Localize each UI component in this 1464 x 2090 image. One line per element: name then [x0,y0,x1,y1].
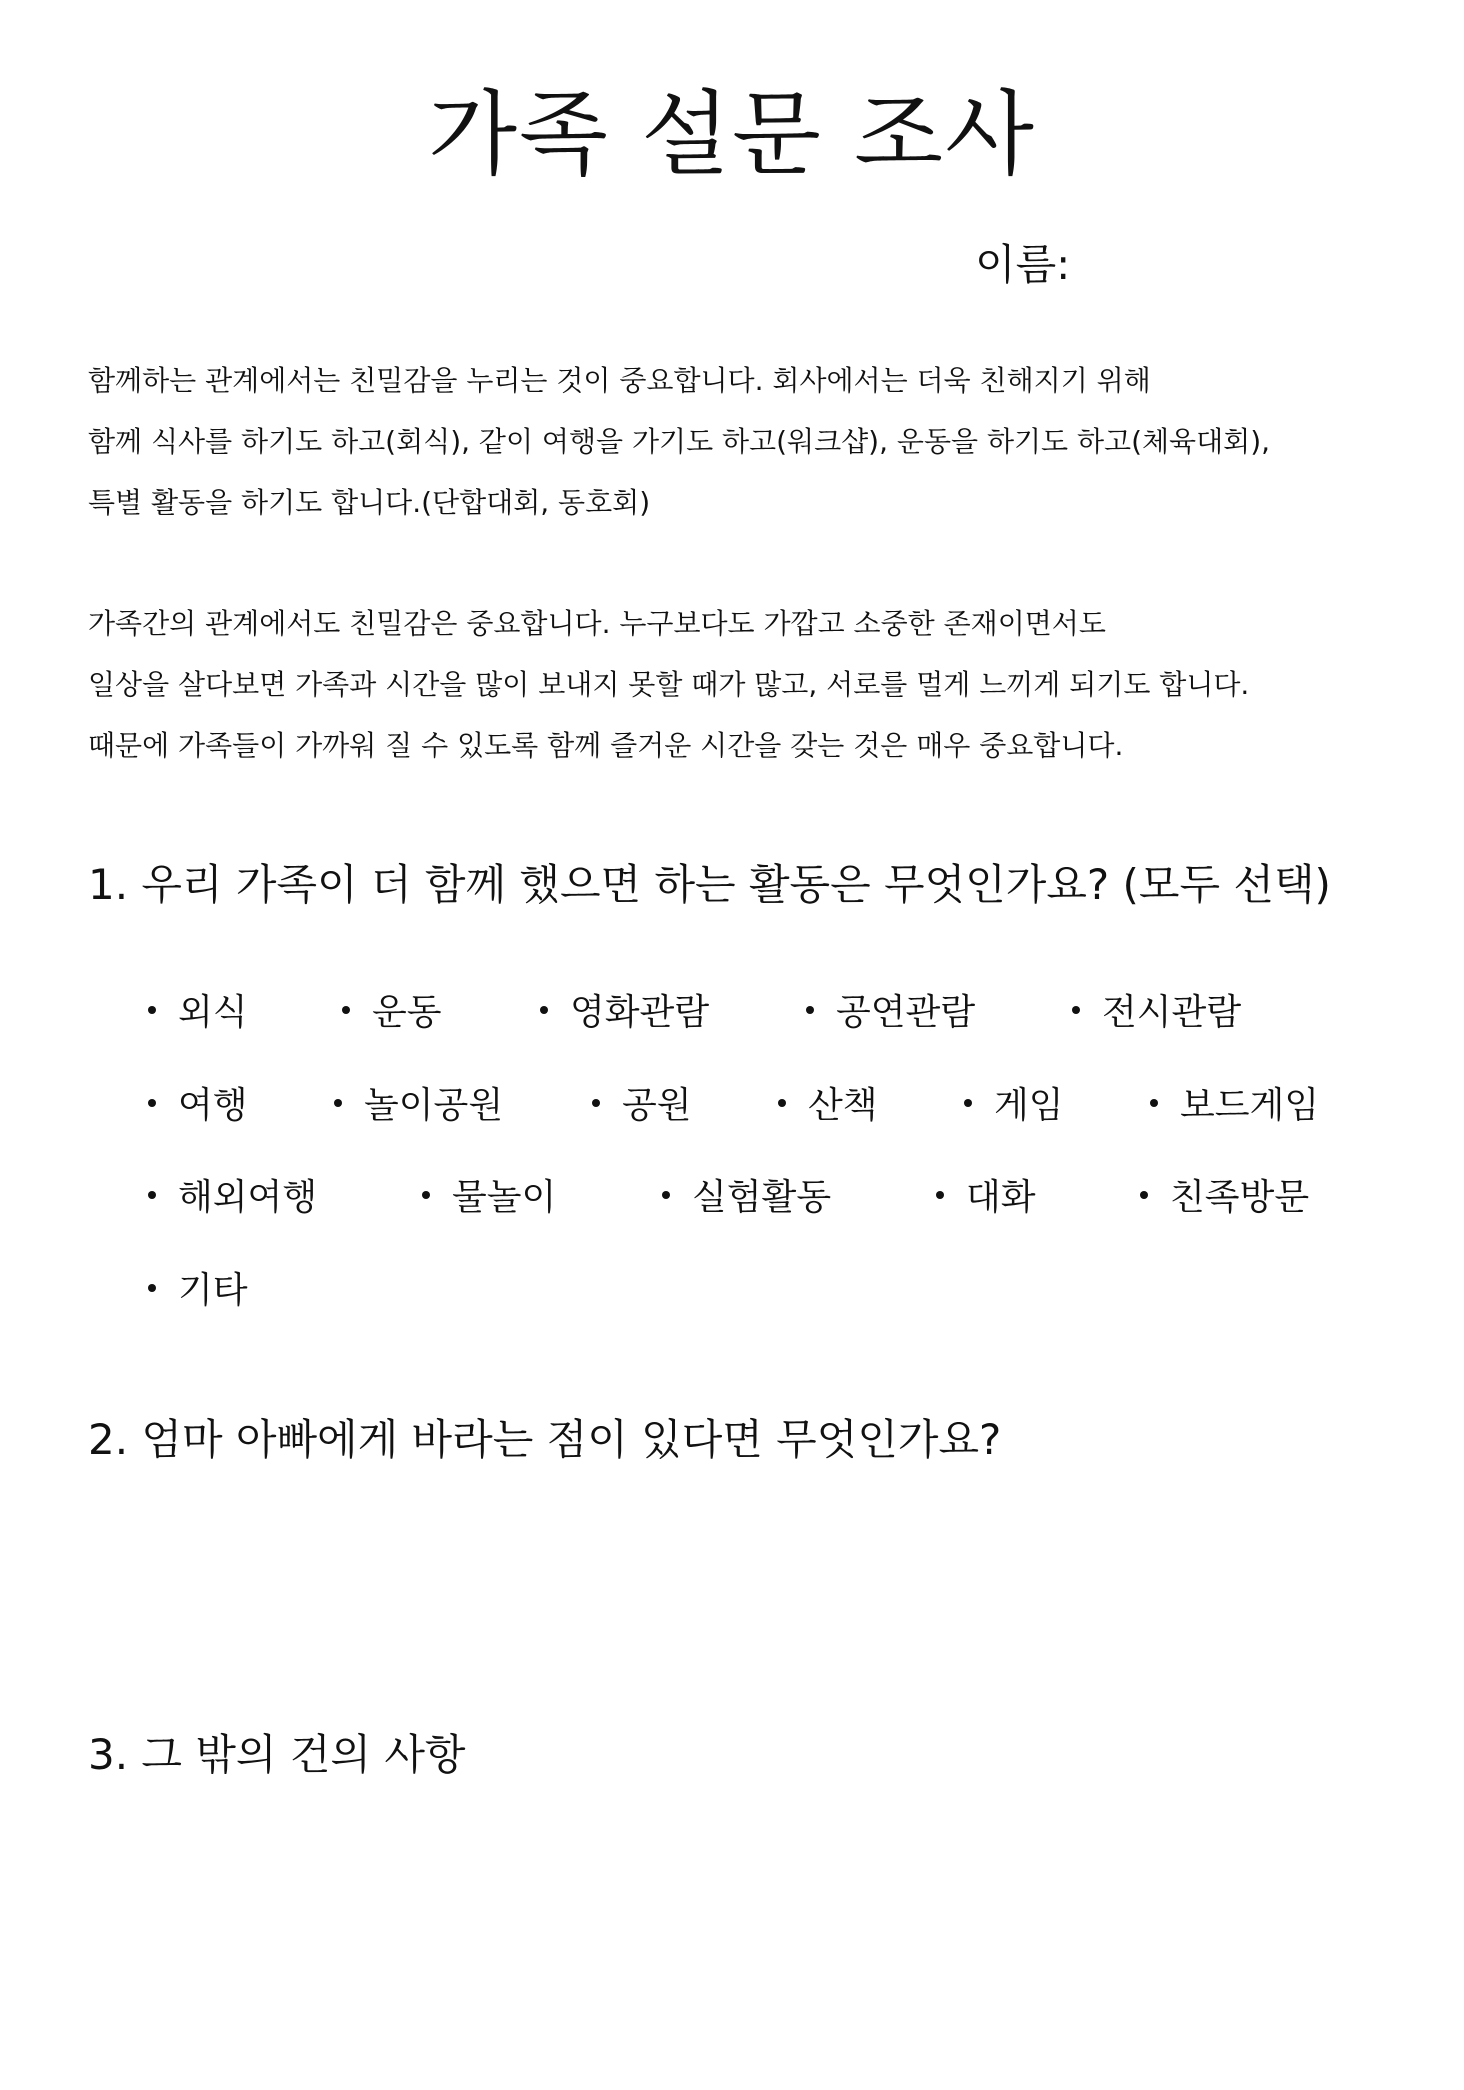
bullet-icon [1150,1099,1158,1107]
option-label: 공연관람 [836,992,976,1033]
intro-paragraph-1 [88,350,1388,533]
intro-paragraph-2 [88,593,1388,776]
option-label: 실험활동 [692,1177,832,1218]
bullet-icon [148,1006,156,1014]
bullet-icon [936,1191,944,1199]
bullet-icon [148,1191,156,1199]
bullet-icon [422,1191,430,1199]
option-item[interactable] [540,992,710,1033]
option-label: 산책 [808,1085,878,1126]
name-label: 이름: [975,240,1071,289]
bullet-icon [334,1099,342,1107]
bullet-icon [964,1099,972,1107]
bullet-icon [148,1099,156,1107]
option-label: 보드게임 [1180,1085,1320,1126]
question-3: 3. 그 밖의 건의 사항 [88,1730,466,1779]
option-item[interactable] [148,1085,248,1126]
bullet-icon [662,1191,670,1199]
option-label: 공원 [622,1085,692,1126]
intro-line: 함께 식사를 하기도 하고(회식), 같이 여행을 가기도 하고(워크샵), 운동을 하기도 하고(체육대회), [88,425,1271,458]
page-title: 가족 설문 조사 [428,81,1036,188]
bullet-icon [342,1006,350,1014]
intro-line: 특별 활동을 하기도 합니다.(단합대회, 동호회) [88,486,651,519]
bullet-icon [1140,1191,1148,1199]
option-label: 친족방문 [1170,1177,1310,1218]
option-item[interactable] [334,1085,504,1126]
option-label: 여행 [178,1085,248,1126]
question-2: 2. 엄마 아빠에게 바라는 점이 있다면 무엇인가요? [88,1415,1002,1464]
bullet-icon [806,1006,814,1014]
intro-line: 함께하는 관계에서는 친밀감을 누리는 것이 중요합니다. 회사에서는 더욱 친해지기 위해 [88,364,1151,397]
bullet-icon [540,1006,548,1014]
option-item[interactable] [1150,1085,1320,1126]
option-label: 해외여행 [178,1177,318,1218]
intro-line: 일상을 살다보면 가족과 시간을 많이 보내지 못할 때가 많고, 서로를 멀게 느끼게 되기도 합니다. [88,668,1250,701]
option-label: 기타 [178,1270,248,1311]
option-item[interactable] [148,1270,248,1311]
option-label: 물놀이 [452,1177,557,1218]
option-label: 전시관람 [1102,992,1242,1033]
option-item[interactable] [148,992,248,1033]
option-item[interactable] [422,1177,557,1218]
option-item[interactable] [936,1177,1036,1218]
intro-line: 가족간의 관계에서도 친밀감은 중요합니다. 누구보다도 가깝고 소중한 존재이면서도 [88,607,1106,640]
option-item[interactable] [342,992,442,1033]
bullet-icon [778,1099,786,1107]
option-label: 운동 [372,992,442,1033]
option-item[interactable] [148,1177,318,1218]
option-item[interactable] [778,1085,878,1126]
option-item[interactable] [964,1085,1064,1126]
option-item[interactable] [1072,992,1242,1033]
name-input[interactable] [1080,246,1384,292]
answer-3-field[interactable] [88,1805,1382,2039]
intro-line: 때문에 가족들이 가까워 질 수 있도록 함께 즐거운 시간을 갖는 것은 매우 중요합니다. [88,729,1124,762]
question-1: 1. 우리 가족이 더 함께 했으면 하는 활동은 무엇인가요? (모두 선택) [88,860,1331,909]
bullet-icon [1072,1006,1080,1014]
bullet-icon [148,1284,156,1292]
answer-2-field[interactable] [88,1490,1382,1694]
option-label: 게임 [994,1085,1064,1126]
option-label: 대화 [966,1177,1036,1218]
option-item[interactable] [806,992,976,1033]
option-label: 외식 [178,992,248,1033]
option-item[interactable] [1140,1177,1310,1218]
option-item[interactable] [662,1177,832,1218]
option-item[interactable] [592,1085,692,1126]
bullet-icon [592,1099,600,1107]
option-label: 영화관람 [570,992,710,1033]
option-label: 놀이공원 [364,1085,504,1126]
